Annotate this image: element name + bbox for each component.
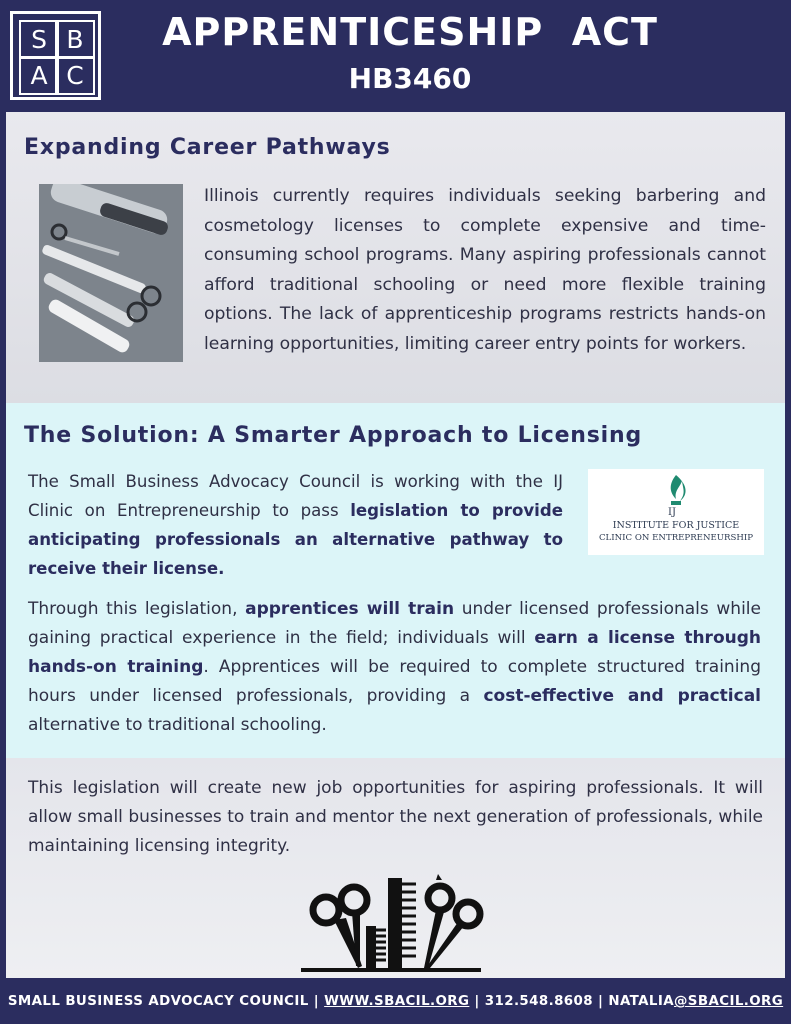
section-heading: The Solution: A Smarter Approach to Licensing (24, 423, 643, 448)
solution-detail (28, 595, 761, 740)
logo-letter: B (55, 20, 95, 59)
ij-clinic-logo (588, 469, 764, 555)
ij-line1: INSTITUTE FOR JUSTICE (612, 520, 740, 531)
bold-text: apprentices will train (245, 599, 455, 619)
ij-line2: CLINIC ON ENTREPRENEURSHIP (598, 533, 754, 543)
footer-org: SMALL BUSINESS ADVOCACY COUNCIL | (7, 994, 325, 1009)
section-body: Illinois currently requires individuals seeking barbering and cosmetology licenses to complete expensive and time-consuming school programs. Many aspiring professionals cannot afford traditional schooling or need more flexible training options. The lack of apprenticeship programs restricts hands-on learning opportunities, limiting career entry points for workers. (204, 186, 766, 354)
barber-tools-photo (39, 184, 183, 362)
header-bar (0, 0, 791, 111)
bold-text: earn a license through hands-on training (28, 628, 761, 677)
impact-body: This legislation will create new job opportunities for aspiring professionals. It will allow small businesses to train and mentor the next generation of professionals, while maintaining licensing integrity. (28, 778, 763, 856)
footer-bar (0, 980, 791, 1024)
text: under licensed professionals while gaining practical experience in the field; individuals will (28, 599, 761, 648)
logo-letter: C (55, 56, 95, 95)
section-impact (6, 758, 785, 978)
text: alternative to traditional schooling. (28, 715, 327, 735)
logo-letter: S (19, 20, 59, 59)
footer-contact: | 312.548.8608 | NATALIA (469, 994, 675, 1009)
bill-number: HB3460 (348, 62, 472, 95)
intro-bold-text: legislation to provide anticipating professionals an alternative pathway to receive their license. (28, 501, 563, 578)
bold-text: cost-effective and practical (483, 686, 761, 706)
text: Through this legislation, (28, 599, 246, 619)
section-heading: Expanding Career Pathways (24, 135, 391, 160)
section-career-pathways (6, 112, 785, 403)
logo-letter: A (19, 56, 59, 95)
text: . Apprentices will be required to complete structured training hours under licensed professionals, providing a (28, 657, 761, 706)
website-link[interactable]: WWW.SBACIL.ORG (324, 994, 470, 1009)
page-title: APPRENTICESHIP ACT (162, 10, 658, 54)
section-solution (6, 403, 785, 758)
sbac-logo (10, 11, 101, 100)
scissors-comb-icon (296, 874, 486, 974)
email-link[interactable]: @SBACIL.ORG (674, 994, 784, 1009)
intro-plain-text: The Small Business Advocacy Council is working with the IJ Clinic on Entrepreneurship to pass (28, 472, 563, 520)
solution-intro (28, 467, 563, 583)
ij-mark: IJ (668, 507, 676, 518)
